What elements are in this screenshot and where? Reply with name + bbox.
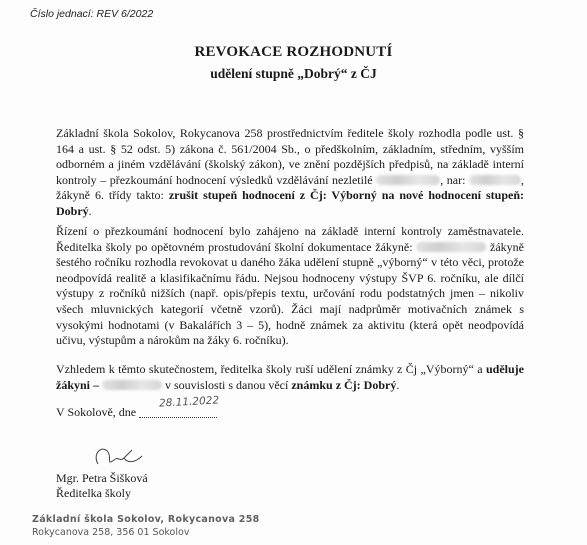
- p1-after-date: , žákyně 6. třídy takto:: [56, 172, 525, 203]
- p1-bold: zrušit stupeň hodnocení z Čj: Výborný na nové hodnocení stupeň: Dobrý: [56, 188, 524, 218]
- date-dotted-line: [139, 394, 220, 418]
- p3-bold1: uděluje žákyni –: [56, 362, 524, 392]
- redacted-birthdate: [469, 175, 521, 185]
- handwritten-date: 28.11.2022: [158, 394, 220, 410]
- p1-end: .: [88, 203, 92, 218]
- p2-text1: Řízení o přezkoumání hodnocení bylo zahájeno na základě interní kontroly zaměstnavatele. Ředitelka školy po opětovném prostudování školní dokumentace žákyně:: [56, 224, 524, 254]
- p1-after-name: , nar:: [440, 172, 466, 187]
- signer-name: Mgr. Petra Šišková: [56, 471, 148, 485]
- p1-text: Základní škola Sokolov, Rokycanova 258 prostřednictvím ředitele školy rozhodla podle ust. § 164 a ust. § 52 odst. 5) zákona č. 561/2004 Sb., o předškolním, základním, středním, vyšším odborném a jiném vzdělávání (školský zákon), ve znění pozdějších předpisů, na základě interní kontroly – přezkoumání hodnocení výsledků vzdělávání nezletilé: [56, 126, 524, 187]
- document-subtitle: udělení stupně „Dobrý“ z ČJ: [210, 66, 377, 81]
- school-stamp: [32, 514, 260, 538]
- place-date-line: [56, 394, 220, 420]
- redacted-name: [376, 175, 440, 185]
- stamp-line1: Základní škola Sokolov, Rokycanova 258: [32, 514, 260, 525]
- signer-role: Ředitelka školy: [56, 486, 131, 500]
- paragraph-reasoning: [56, 224, 524, 349]
- redacted-name: [102, 380, 162, 390]
- p2-text2: žákyně šestého ročníku rozhodla revokovat u daného žáka udělení stupně „výborný“ v této věci, protože neodpovídá realitě a klasifikačnímu řádu. Nejsou hodnoceny výstupy ŠVP 6. ročníku, ale dílčí výstupy z ročníků nižších (např. opis/přepis textu, určování rodu podstatných jmen – nikoliv všech mluvnických kategorií včetně vzorů). Žáci mají nadprůměr motivačních známek s vysokými hodnotami (v Bakalářích 3 – 5), hodně známek za aktivitu (která opět neodpovídá učivu, výstupům a nárokům na žáky 6. ročníku).: [56, 239, 525, 348]
- document-title: REVOKACE ROZHODNUTÍ: [194, 44, 393, 60]
- stamp-line2: Rokycanova 258, 356 01 Sokolov: [32, 527, 190, 538]
- p3-end: .: [396, 377, 400, 392]
- signature-icon: [88, 440, 148, 472]
- p3-text1: Vzhledem k těmto skutečnostem, ředitelka školy ruší udělení známky z Čj „Výborný“ a: [56, 362, 483, 376]
- place-label: V Sokolově, dne: [56, 405, 137, 419]
- reference-number: Číslo jednací: REV 6/2022: [30, 8, 154, 20]
- paragraph-conclusion: [56, 362, 524, 394]
- p3-text2: v souvislosti s danou věcí: [165, 377, 289, 392]
- p3-bold2: známku z Čj: Dobrý: [291, 377, 397, 392]
- redacted-name: [416, 242, 486, 252]
- paragraph-decision: [56, 126, 525, 218]
